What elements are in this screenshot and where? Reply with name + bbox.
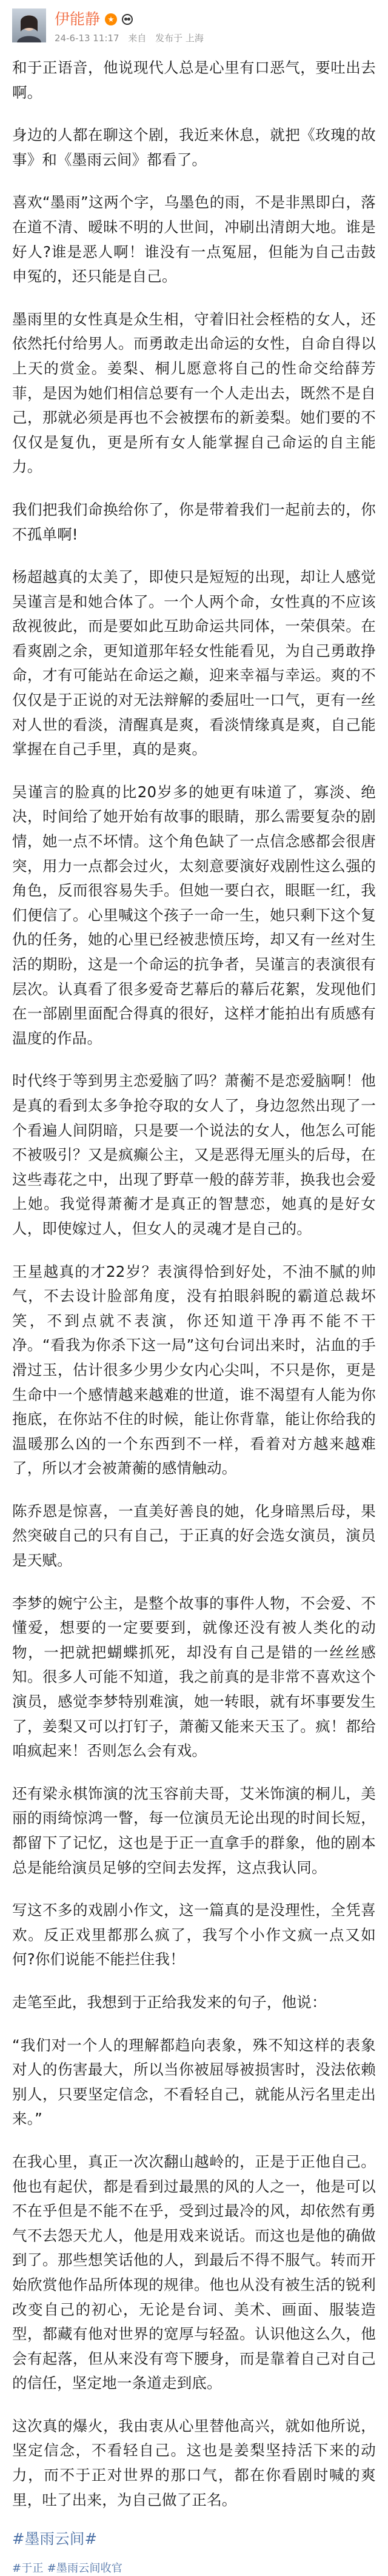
post-paragraph: “我们对一个人的理解都趋向表象，殊不知这样的表象对人的伤害最大，所以当你被屈辱被损害时，没法依赖别人，只要坚定信念，不看轻自己，就能从污名里走出来。” <box>12 2036 376 2128</box>
post-paragraph: 和于正语音，他说现代人总是心里有口恶气，要吐出去啊。 <box>12 59 376 101</box>
post-source: 来自 <box>128 33 147 44</box>
topic-hashtag-link[interactable]: #墨雨云间# <box>12 2530 98 2548</box>
post-paragraph: 吴谨言的脸真的比20岁多的她更有味道了，寡淡、绝决，时间给了她开始有故事的眼睛，那么需要复杂的剧情，她一点不坏情。这个角色缺了一点信念感都会很唐突，用力一点都会过火，太刻意要演好戏剧性这么强的角色，反而很容易失手。但她一要白衣，眼眶一红，我们便信了。心里喊这个孩子一命一生，她只剩下这个复仇的任务，她的心里已经被悲愤压垮，却又有一丝对生活的期盼，这是一个命运的抗争者，吴谨言的表演很有层次。认真看了很多爱奇艺幕后的幕后花絮，发现他们在一部剧里面配合得真的很好，这样才能拍出有质感有温度的作品。 <box>12 783 376 1047</box>
post-body <box>12 56 376 2576</box>
post-paragraph: 走笔至此，我想到于正给我发来的句子，他说： <box>12 1993 327 2011</box>
post-header <box>12 8 376 56</box>
post-paragraph: 墨雨里的女性真是众生相，守着旧社会桎梏的女人，还依然托付给男人。而勇敢走出命运的女性，自命自得以上天的赏金。姜梨、桐儿愿意将自己的性命交给薛芳菲，是因为她们相信总要有一个人走出去，既然不是自己，那就必须是再也不会被摆布的新姜梨。她们要的不仅仅是复仇，更是所有女人能掌握自己命运的自主能力。 <box>12 310 376 476</box>
post-paragraph: 写这不多的戏剧小作文，这一篇真的是没理性，全凭喜欢。反正戏里都那么疯了，我写个小作文疯一点又如何?你们说能不能拦住我！ <box>12 1901 376 1969</box>
avatar-photo-icon <box>12 8 46 42</box>
avatar[interactable] <box>12 8 46 42</box>
post-paragraph: 时代终于等到男主恋爱脑了吗？萧蘅不是恋爱脑啊！他是真的看到太多争抢夺取的女人了，身边忽然出现了一个看遍人间阴暗，只是要一个说法的女人，他怎么可能不被吸引？又是疯癫公主，又是恶得无厘头的后母，在这些毒花之中，出现了野草一般的薛芳菲，换我也会爱上她。我觉得萧蘅才是真正的智慧恋，她真的是好女人，即使嫁过人，但女人的灵魂才是自己的。 <box>12 1072 376 1237</box>
post-paragraph: 李梦的婉宁公主，是整个故事的事件人物，不会爱、不懂爱，想要的一定要要到，就像还没有被人类化的动物，一把就把蝴蝶抓死，却没有自己是错的一丝丝感知。很多人可能不知道，我之前真的是非常不喜欢这个演员，感觉李梦特别难演，她一转眼，就有坏事要发生了，姜梨又可以打钉子，萧蘅又能来天玉了。疯！都给咱疯起来！否则怎么会有戏。 <box>12 1594 376 1760</box>
post-paragraph: 王星越真的才22岁？表演得恰到好处，不油不腻的帅气，不去设计脸部角度，没有拍眼斜睨的霸道总裁坏笑，不到点就不表演，你还知道干净再不能不干净。“看我为你杀下这一局”这句台词出来时，沾血的手滑过玉，估计很多少男少女内心尖叫，不只是你，更是生命中一个感情越来越难的世道，谁不渴望有人能为你拖底，在你站不住的时候，能让你背靠，能让你给我的温暖那么凶的一个东西到不一样，看着对方越来越难了，所以才会被萧蘅的感情触动。 <box>12 1262 376 1477</box>
post-paragraph: 在我心里，真正一次次翻山越岭的，正是于正他自己。他也有起伏，都是看到过最黑的风的人之一，他是可以不在乎但是不能不在乎，受到过最冷的风，却依然有勇气不去怨天尤人，他是用戏来说话。而这也是他的确做到了。那些想笑话他的人，到最后不得不服气。转而开始欣赏他作品所体现的规律。他也从没有被生活的锐利改变自己的初心，无论是台词、美术、画面、服装造型，都藏有他对世界的宽厚与轻盈。认识他这么久，他会有起落，但从来没有弯下腰身，而是靠着自己对自己的信任，坚定地一条道走到底。 <box>12 2152 376 2392</box>
post-paragraph: 喜欢“墨雨”这两个字，乌墨色的雨，不是非黑即白，落在道不清、暧昧不明的人世间，冲刷出清朗大地。谁是好人?谁是恶人啊！谁没有一点冤屈，但能为自己击鼓申冤的，还只能是自己。 <box>12 193 376 286</box>
post-paragraph: 陈乔恩是惊喜，一直美好善良的她，化身暗黑后母，果然突破自己的只有自己，于正真的好会选女演员，演员是天赋。 <box>12 1502 376 1570</box>
post-location: 发布于 上海 <box>155 33 204 44</box>
post-paragraph: 身边的人都在聊这个剧，我近来休息，就把《玫瑰的故事》和《墨雨云间》都看了。 <box>12 126 376 169</box>
vip-star-badge-icon <box>105 13 117 25</box>
post-time: 24-6-13 11:17 <box>55 33 119 44</box>
post-paragraph: 我们把我们命换给你了，你是带着我们一起前去的，你不孤单啊! <box>12 500 376 543</box>
panda-badge-icon <box>122 14 133 25</box>
author-name[interactable]: 伊能静 <box>55 10 101 28</box>
post-paragraph: 还有梁永棋饰演的沈玉容前夫哥，艾米饰演的桐儿，美丽的雨绮惊鸿一瞥，每一位演员无论出现的时间长短，都留下了记忆，这也是于正一直拿手的群象，他的剧本总是能给演员足够的空间去发挥，这点我认同。 <box>12 1784 376 1876</box>
post-subline <box>55 32 210 44</box>
author-line <box>55 10 210 28</box>
post-paragraph: 这次真的爆火，我由衷从心里替他高兴，就如他所说，坚定信念，不看轻自己。这也是姜梨坚持活下来的动力，而不于正对世界的那口气，都在你看剧时喊的爽里，吐了出来，为自己做了正名。 <box>12 2417 376 2509</box>
post-meta <box>55 8 210 44</box>
footer-hashtag-link[interactable]: #于正 #墨雨云间收官 <box>12 2561 123 2575</box>
post-paragraph: 杨超越真的太美了，即使只是短短的出现，却让人感觉吴谨言是和她合体了。一个人两个命，女性真的不应该敌视彼此，而是要如此互助命运共同体，一荣俱荣。在看爽剧之余，更知道那年轻女性能看见，为自己勇敢挣命，才有可能站在命运之巅，迎来幸福与幸运。爽的不仅仅是于正说的对无法辩解的委屈吐一口气，更有一丝对人世的看淡，清醒真是爽，看淡情缘真是爽，自己能掌握在自己手里，真的是爽。 <box>12 568 376 758</box>
